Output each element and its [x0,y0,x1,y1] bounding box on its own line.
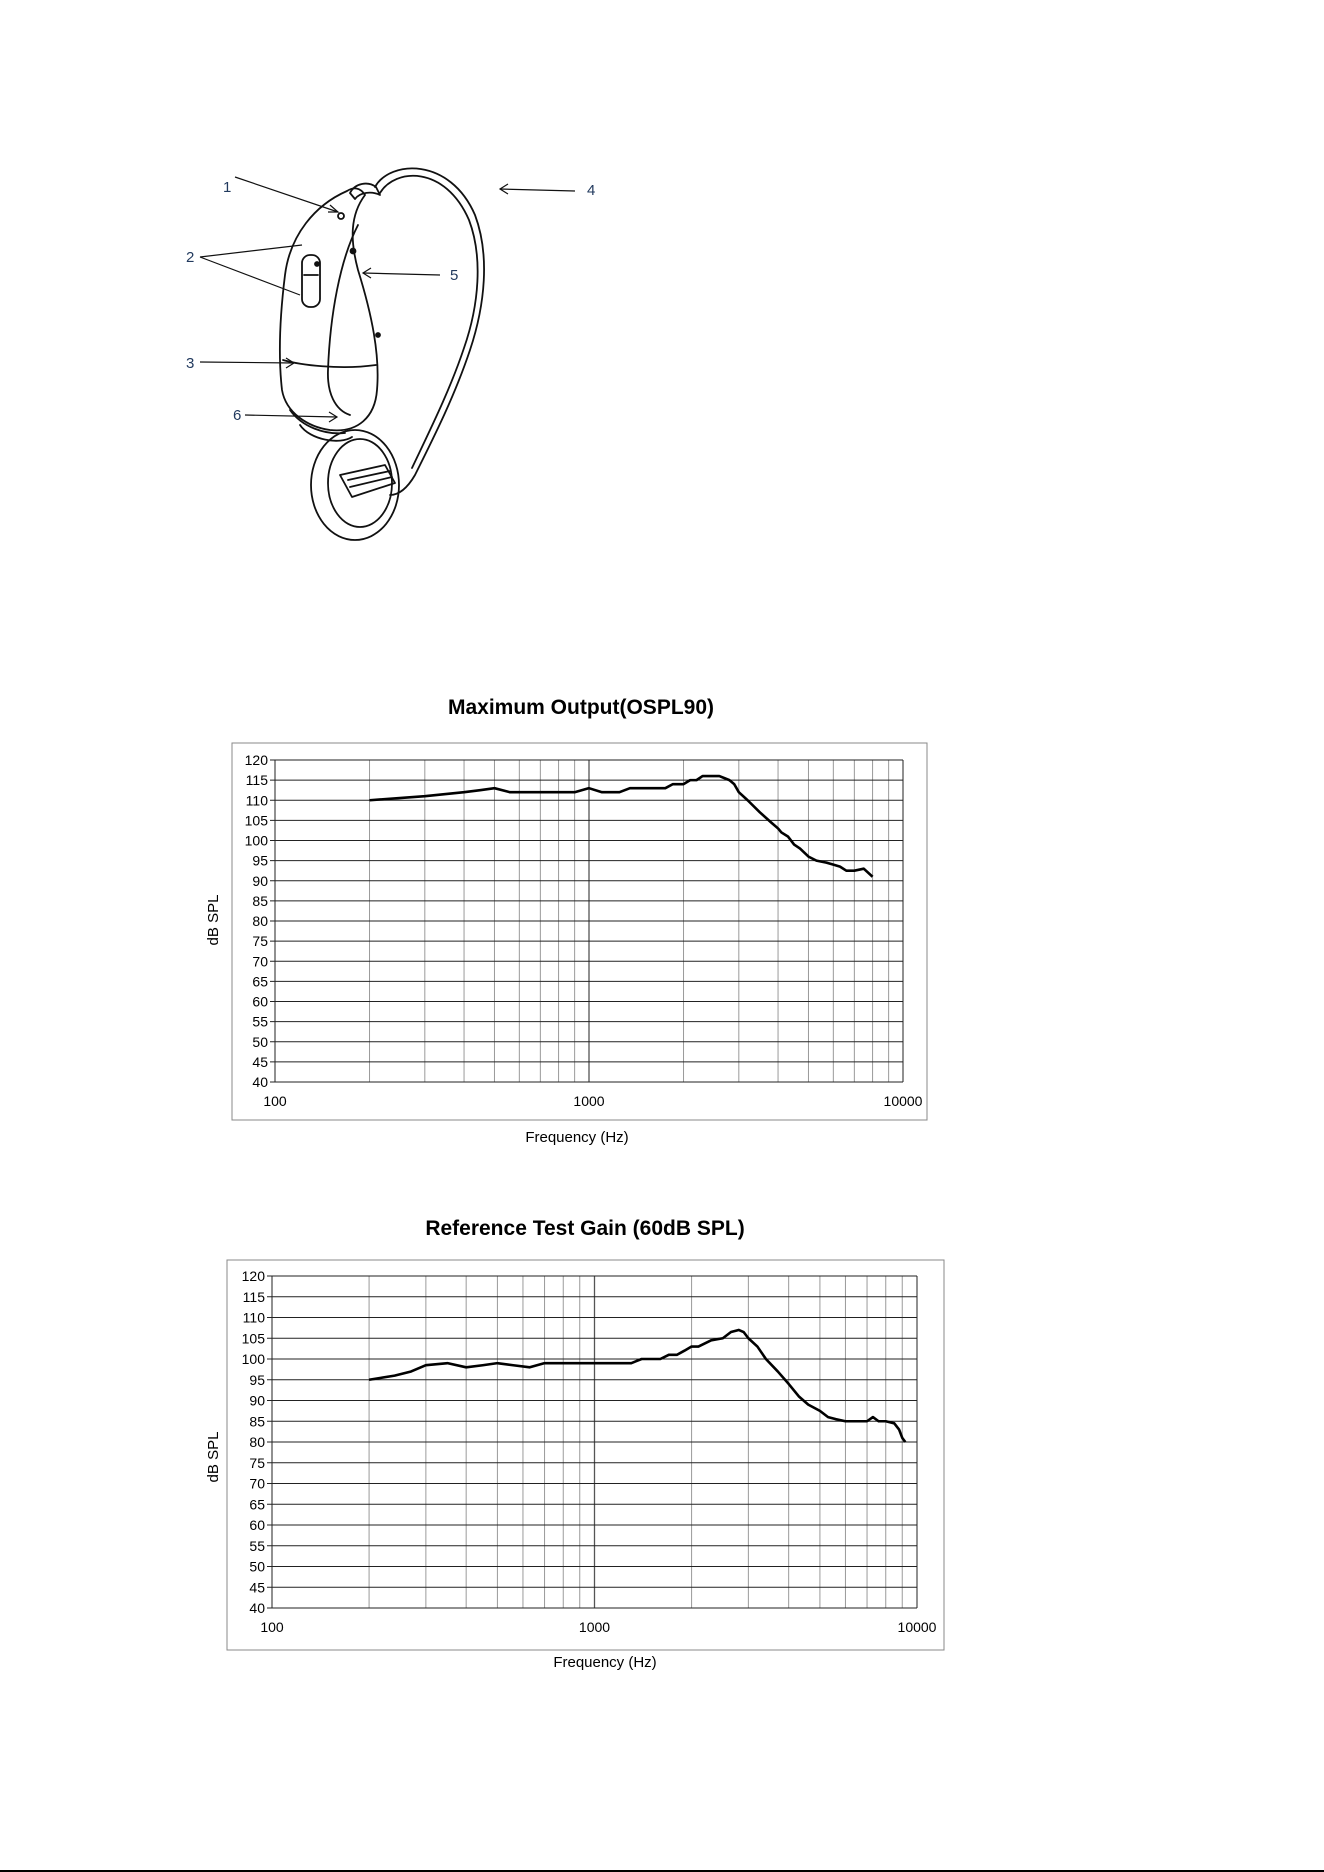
x-tick-label: 10000 [897,1619,937,1635]
y-tick-label: 70 [249,1475,265,1492]
y-axis-label: dB SPL [205,894,222,946]
callout-arrow-1 [235,177,338,212]
series-line-0 [369,1330,905,1442]
y-tick-label: 40 [252,1074,268,1090]
series-line-0 [370,776,873,877]
x-tick-label: 1000 [578,1619,611,1635]
callout-label-3: 3 [186,355,195,372]
chart-title: Reference Test Gain (60dB SPL) [425,1217,745,1240]
y-tick-label: 80 [252,913,268,929]
y-tick-label: 120 [241,1268,265,1284]
y-tick-label: 45 [249,1579,265,1596]
callout-label-4: 4 [587,182,596,199]
y-tick-label: 75 [249,1454,265,1471]
callout-label-6: 6 [233,407,242,424]
y-tick-label: 55 [252,1013,268,1030]
y-tick-label: 105 [244,812,268,829]
x-tick-label: 1000 [573,1093,605,1109]
y-tick-label: 65 [252,973,268,990]
y-tick-label: 90 [252,872,268,889]
x-axis-label: Frequency (Hz) [525,1129,629,1146]
y-tick-label: 60 [252,993,268,1010]
chart-frame [227,1260,944,1650]
y-tick-label: 85 [252,892,268,909]
y-axis-label: dB SPL [205,1431,222,1483]
y-tick-label: 50 [249,1558,265,1575]
chart-reference-test-gain-svg [195,1207,955,1687]
callout-arrow-5 [363,273,440,275]
y-tick-label: 40 [249,1600,265,1616]
y-tick-label: 75 [252,933,268,950]
y-tick-label: 115 [242,1288,265,1305]
y-tick-label: 50 [252,1033,268,1050]
callout-arrow-4 [500,189,575,191]
y-tick-label: 85 [249,1413,265,1430]
device-seam [283,360,376,367]
y-tick-label: 110 [242,1309,265,1326]
chart-reference-test-gain [195,1207,955,1687]
device-body [280,188,378,430]
y-tick-label: 90 [249,1392,265,1409]
y-tick-label: 70 [252,953,268,970]
y-tick-label: 115 [245,772,268,789]
chart-frame [232,743,927,1120]
chart-maximum-output [195,687,955,1157]
callout-arrow-2a [200,245,302,257]
x-tick-label: 100 [263,1093,287,1109]
callout-arrow-6 [245,415,337,417]
x-tick-label: 10000 [883,1093,923,1109]
chart-title: Maximum Output(OSPL90) [447,696,715,719]
callout-label-5: 5 [450,267,459,284]
y-tick-label: 105 [241,1330,265,1347]
y-tick-label: 80 [249,1434,265,1450]
receiver-body [340,465,395,497]
y-tick-label: 120 [244,752,268,768]
callout-label-1: 1 [223,179,232,196]
callout-label-2: 2 [186,249,195,266]
chart-maximum-output-svg [195,687,955,1157]
x-tick-label: 100 [260,1619,284,1635]
y-tick-label: 95 [252,852,268,869]
y-tick-label: 95 [249,1371,265,1388]
y-tick-label: 100 [244,832,268,849]
y-tick-label: 45 [252,1053,268,1070]
y-tick-label: 100 [241,1351,265,1367]
hearing-aid-illustration [186,165,630,555]
y-tick-label: 60 [249,1517,265,1533]
y-tick-label: 65 [249,1496,265,1513]
x-axis-label: Frequency (Hz) [553,1654,657,1671]
y-tick-label: 55 [249,1537,265,1554]
indicator-dot [338,213,344,219]
y-tick-label: 110 [245,792,268,809]
